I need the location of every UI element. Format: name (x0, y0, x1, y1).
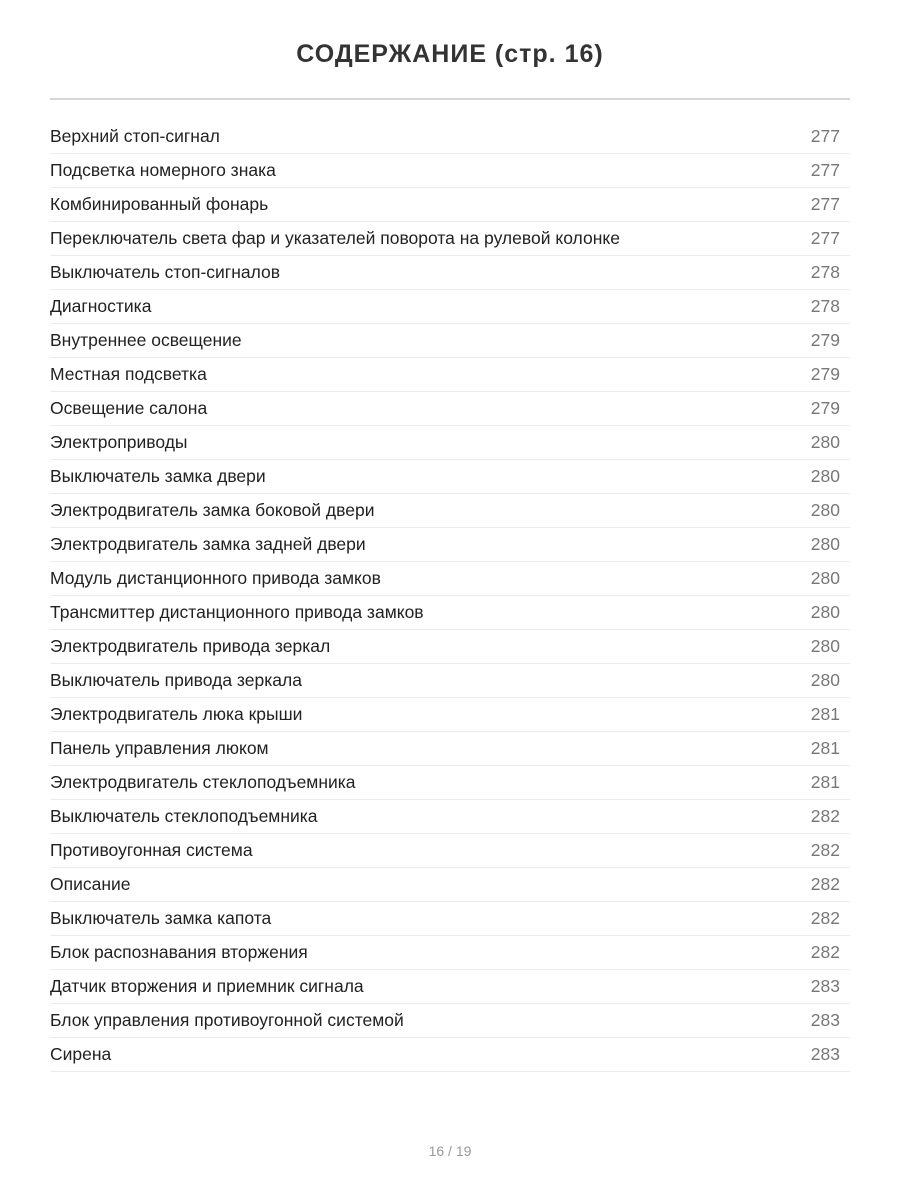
toc-entry-title[interactable]: Сирена (50, 1044, 112, 1064)
toc-entry-title[interactable]: Электроприводы (50, 432, 188, 452)
toc-entry-page-number: 282 (810, 942, 840, 962)
toc-entry[interactable] (50, 222, 850, 256)
toc-entry[interactable] (50, 426, 850, 460)
toc-entry-page-number: 280 (810, 534, 840, 554)
toc-entry[interactable] (50, 290, 850, 324)
toc-entry-title[interactable]: Освещение салона (50, 398, 208, 418)
toc-entry-page-number: 277 (810, 126, 840, 146)
toc-entry-page-number: 283 (810, 1044, 840, 1064)
toc-entry-title[interactable]: Диагностика (50, 296, 152, 316)
toc-entry-title[interactable]: Внутреннее освещение (50, 330, 242, 350)
toc-entry[interactable] (50, 936, 850, 970)
toc-entry-page-number: 280 (810, 432, 840, 452)
toc-entry[interactable] (50, 358, 850, 392)
toc-entry-page-number: 277 (810, 160, 840, 180)
toc-entry[interactable] (50, 562, 850, 596)
toc-entry-page-number: 282 (810, 874, 840, 894)
toc-entry-title[interactable]: Описание (50, 874, 131, 894)
toc-entry-title[interactable]: Блок управления противоугонной системой (50, 1010, 404, 1030)
toc-entry-title[interactable]: Подсветка номерного знака (50, 160, 276, 180)
toc-entry-page-number: 281 (810, 772, 840, 792)
toc-entry-page-number: 278 (810, 262, 840, 282)
toc-entry[interactable] (50, 494, 850, 528)
page-number: 16 / 19 (428, 1143, 472, 1159)
toc-entry-page-number: 279 (810, 330, 840, 350)
toc-entry[interactable] (50, 1004, 850, 1038)
toc-entry[interactable] (50, 664, 850, 698)
toc-entry[interactable] (50, 528, 850, 562)
toc-entry-title[interactable]: Комбинированный фонарь (50, 194, 269, 214)
toc-entry-title[interactable]: Противоугонная система (50, 840, 253, 860)
toc-entry-title[interactable]: Панель управления люком (50, 738, 269, 758)
toc-entry-page-number: 282 (810, 806, 840, 826)
toc-entry-page-number: 283 (810, 976, 840, 996)
toc-entry-title[interactable]: Выключатель замка капота (50, 908, 272, 928)
toc-entry-page-number: 280 (810, 568, 840, 588)
toc-entry[interactable] (50, 800, 850, 834)
title-divider (50, 98, 850, 100)
toc-entry-page-number: 282 (810, 840, 840, 860)
toc-entry-page-number: 281 (810, 738, 840, 758)
toc-entry-title[interactable]: Электродвигатель привода зеркал (50, 636, 331, 656)
toc-entry-page-number: 279 (810, 364, 840, 384)
toc-entry[interactable] (50, 324, 850, 358)
toc-entry-page-number: 280 (810, 670, 840, 690)
toc-entry[interactable] (50, 834, 850, 868)
toc-entry[interactable] (50, 766, 850, 800)
toc-entry-page-number: 280 (810, 500, 840, 520)
toc-entry[interactable] (50, 732, 850, 766)
toc-entry-title[interactable]: Переключатель света фар и указателей поворота на рулевой колонке (50, 228, 620, 248)
toc-entry-page-number: 279 (810, 398, 840, 418)
toc-entry[interactable] (50, 1038, 850, 1072)
toc-entry-page-number: 281 (810, 704, 840, 724)
toc-entry-title[interactable]: Верхний стоп-сигнал (50, 126, 220, 146)
toc-entry[interactable] (50, 256, 850, 290)
toc-entry-page-number: 277 (810, 228, 840, 248)
toc-entry[interactable] (50, 596, 850, 630)
toc-entry[interactable] (50, 970, 850, 1004)
toc-entry-title[interactable]: Блок распознавания вторжения (50, 942, 308, 962)
toc-entry[interactable] (50, 460, 850, 494)
toc-entry[interactable] (50, 902, 850, 936)
toc-entry-page-number: 280 (810, 636, 840, 656)
toc-entry-title[interactable]: Электродвигатель замка задней двери (50, 534, 366, 554)
toc-entry-page-number: 283 (810, 1010, 840, 1030)
toc-entry[interactable] (50, 154, 850, 188)
toc-list (50, 120, 850, 1072)
toc-entry-page-number: 278 (810, 296, 840, 316)
toc-entry-title[interactable]: Трансмиттер дистанционного привода замков (50, 602, 424, 622)
toc-entry-title[interactable]: Местная подсветка (50, 364, 207, 384)
toc-entry[interactable] (50, 630, 850, 664)
toc-entry[interactable] (50, 188, 850, 222)
toc-entry-title[interactable]: Электродвигатель стеклоподъемника (50, 772, 356, 792)
toc-entry-title[interactable]: Электродвигатель люка крыши (50, 704, 303, 724)
toc-entry-page-number: 280 (810, 466, 840, 486)
toc-entry[interactable] (50, 120, 850, 154)
toc-entry-title[interactable]: Выключатель привода зеркала (50, 670, 302, 690)
toc-entry-page-number: 282 (810, 908, 840, 928)
toc-entry-title[interactable]: Датчик вторжения и приемник сигнала (50, 976, 364, 996)
toc-entry[interactable] (50, 868, 850, 902)
toc-entry-title[interactable]: Электродвигатель замка боковой двери (50, 500, 375, 520)
toc-entry-page-number: 280 (810, 602, 840, 622)
toc-entry-title[interactable]: Выключатель стеклоподъемника (50, 806, 318, 826)
page-title: СОДЕРЖАНИЕ (стр. 16) (296, 40, 604, 68)
toc-entry-page-number: 277 (810, 194, 840, 214)
toc-entry-title[interactable]: Модуль дистанционного привода замков (50, 568, 381, 588)
toc-entry[interactable] (50, 698, 850, 732)
toc-entry[interactable] (50, 392, 850, 426)
toc-entry-title[interactable]: Выключатель стоп-сигналов (50, 262, 281, 282)
toc-entry-title[interactable]: Выключатель замка двери (50, 466, 266, 486)
